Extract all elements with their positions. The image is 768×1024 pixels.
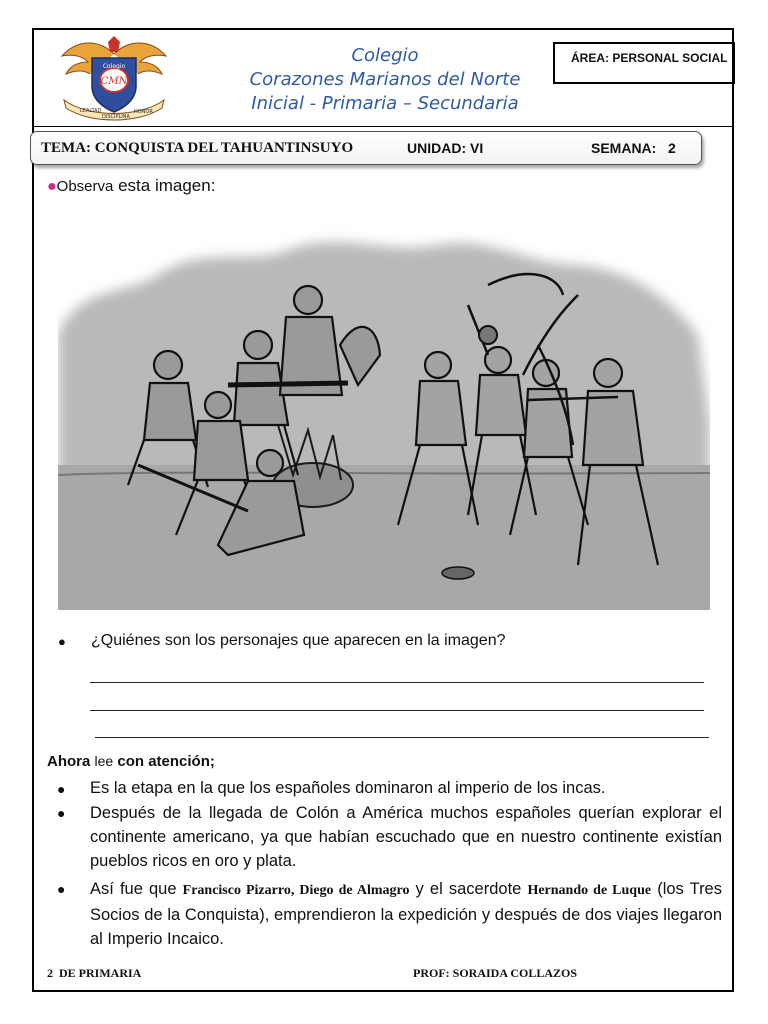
answer-line-1[interactable]: [90, 682, 704, 683]
reading-heading-c: con atención;: [113, 753, 215, 770]
logo-ribbon-3: HONOR: [134, 109, 153, 115]
school-line-3: Inicial - Primaria – Secundaria: [251, 93, 519, 114]
topic-label: TEMA: CONQUISTA DEL TAHUANTINSUYO: [41, 140, 354, 156]
footer-grade: 2 DE PRIMARIA: [47, 966, 142, 980]
conquest-battle-illustration: [58, 225, 710, 615]
topic-bar: [30, 131, 702, 165]
bullet-icon: ●: [57, 805, 66, 821]
p3-e: (los Tres Socios de la Conquista), emprendieron la expedición y después de dos viajes llegaron al Imperio Incaico.: [90, 880, 722, 948]
school-line-1: Colegio: [351, 45, 419, 66]
school-name: [200, 44, 570, 116]
p3-c: y el sacerdote: [409, 880, 528, 898]
school-line-2: Corazones Marianos del Norte: [249, 69, 521, 90]
reading-heading: [47, 753, 215, 770]
logo-ribbon-2: DISCIPLINA: [102, 114, 130, 120]
logo-top-text: Colegio: [102, 63, 126, 70]
footer-teacher: PROF: SORAIDA COLLAZOS: [413, 966, 578, 980]
paragraph-1: Es la etapa en la que los españoles dominaron al imperio de los incas.: [90, 779, 606, 797]
question-text: ¿Quiénes son los personajes que aparecen en la imagen?: [91, 632, 506, 649]
answer-line-3[interactable]: [95, 737, 709, 738]
answer-line-2[interactable]: [90, 710, 704, 711]
bullet-icon: ●: [57, 881, 66, 897]
question-bullet-icon: ●: [58, 634, 66, 649]
reading-heading-a: Ahora: [47, 753, 95, 770]
logo-monogram: CMN: [100, 76, 128, 87]
p3-b: Francisco Pizarro, Diego de Almagro: [182, 883, 410, 898]
week-label: SEMANA: 2: [591, 140, 676, 156]
p3-a: Así fue que: [90, 880, 183, 898]
logo-ribbon-1: LEALTAD: [80, 108, 102, 114]
area-label: ÁREA: PERSONAL SOCIAL: [571, 51, 728, 65]
unit-label: UNIDAD: VI: [407, 140, 484, 156]
paragraph-3: [90, 877, 722, 951]
instruction-bold: Observa: [56, 178, 114, 195]
reading-heading-b: lee: [94, 753, 114, 769]
p3-d: Hernando de Luque: [527, 883, 652, 898]
area-box: [553, 42, 735, 84]
header-divider: [32, 126, 734, 127]
paragraph-2: Después de la llegada de Colón a América muchos españoles querían explorar el continente americano, ya que habían escuchado que en nuestro continente existían pueblos ricos en oro y plata.: [90, 804, 722, 870]
school-logo: [58, 34, 170, 122]
bullet-icon: ●: [47, 178, 57, 195]
instruction-rest: esta imagen:: [113, 176, 216, 195]
instruction: [47, 176, 215, 196]
bullet-icon: ●: [57, 781, 66, 797]
